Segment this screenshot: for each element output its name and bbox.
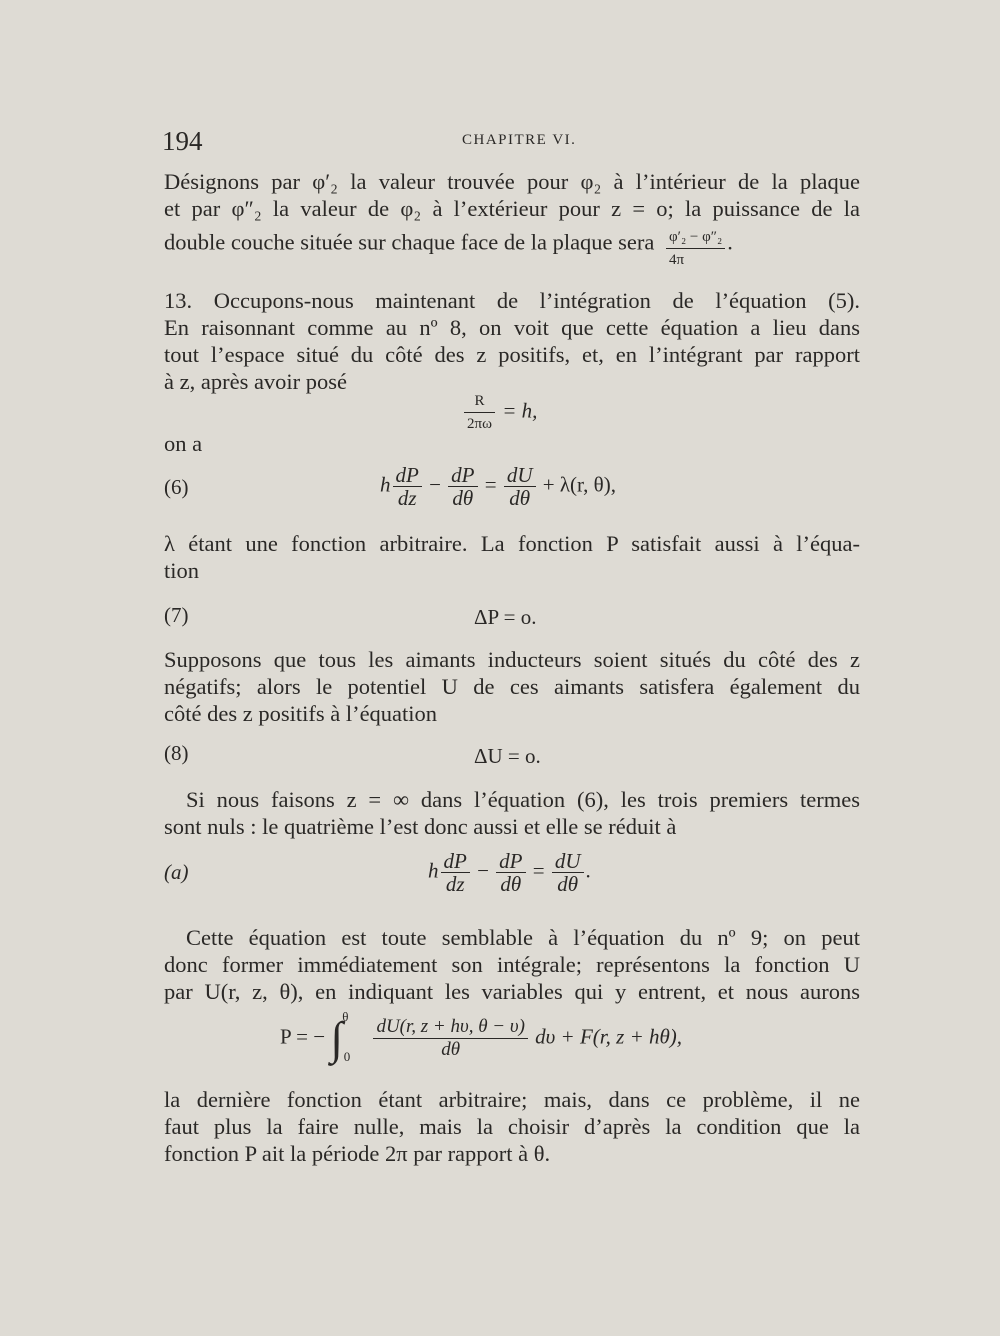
text-line: Cette équation est toute semblable à l’équation du nº 9; on peut <box>186 925 860 950</box>
fraction <box>496 850 525 895</box>
fraction-numerator: dU <box>552 850 584 873</box>
eq-tail: dυ + F(r, z + hθ), <box>535 1024 683 1049</box>
fraction-numerator: dU <box>504 464 536 487</box>
integral-upper-limit: θ <box>342 1009 349 1025</box>
text-line-part: double couche située sur chaque face de la plaque sera <box>164 229 655 255</box>
equation-label-6: (6) <box>164 475 189 499</box>
text-line: donc former immédiatement son intégrale; représentons la fonction U <box>164 952 860 977</box>
eq-lhs: P = − <box>280 1024 326 1049</box>
text-line: Supposons que tous les aimants inducteurs soient situés du côté des z <box>164 647 860 672</box>
equation-7: ΔP = o. <box>474 605 537 629</box>
fraction-numerator: φ′₂ − φ″₂ <box>666 226 725 249</box>
text-line: négatifs; alors le potentiel U de ces aimants satisfera également du <box>164 674 860 699</box>
eq-operator: = <box>484 472 497 497</box>
fraction <box>464 390 495 435</box>
fraction-denominator: dz <box>445 872 465 896</box>
fraction-denominator: dz <box>397 486 417 510</box>
equation-label-8: (8) <box>164 741 189 765</box>
text-line: λ étant une fonction arbitraire. La fonction P satisfait aussi à l’équa- <box>164 531 860 556</box>
fraction-denominator: dθ <box>441 1039 461 1060</box>
paragraph-1 <box>164 168 860 267</box>
fraction-numerator: dP <box>393 464 422 487</box>
text-line: la dernière fonction étant arbitraire; mais, dans ce problème, il ne <box>164 1087 860 1112</box>
text-line: tout l’espace situé du côté des z positifs, et, en l’intégrant par rapport <box>164 342 860 367</box>
fraction-denominator: dθ <box>557 872 579 896</box>
fraction-numerator: dP <box>441 850 470 873</box>
equation-integral <box>280 1009 683 1065</box>
equation-rhs: = h, <box>502 398 538 423</box>
eq-tail: + λ(r, θ), <box>542 472 616 497</box>
paragraph-7 <box>164 1086 860 1167</box>
text-line: En raisonnant comme au nº 8, on voit que cette équation a lieu dans <box>164 315 860 340</box>
text-line: sont nuls : le quatrième l’est donc aussi et elle se réduit à <box>164 814 677 839</box>
text-line: fonction P ait la période 2π par rapport à θ. <box>164 1141 551 1166</box>
equation-a <box>428 850 591 895</box>
eq-operator: − <box>477 858 489 883</box>
page-header <box>162 126 862 156</box>
eq-operator: = <box>532 858 545 883</box>
eq-symbol: h <box>380 472 391 497</box>
fraction <box>393 464 422 509</box>
fraction-denominator: dθ <box>452 486 474 510</box>
text-line: Si nous faisons z = ∞ dans l’équation (6), les trois premiers termes <box>186 787 860 812</box>
fraction-denominator: 2πω <box>467 416 492 432</box>
text-line: 13. Occupons-nous maintenant de l’intégration de l’équation (5). <box>164 288 860 313</box>
fraction-numerator: dP <box>496 850 525 873</box>
fraction-numerator: dP <box>448 464 477 487</box>
fraction-denominator: dθ <box>500 872 522 896</box>
punctuation: . <box>727 229 733 255</box>
fraction-numerator: R <box>464 390 495 413</box>
fraction <box>552 850 584 895</box>
equation-6 <box>380 464 616 509</box>
text-line: tion <box>164 558 200 583</box>
paragraph-on-a <box>164 430 860 457</box>
equation-h-definition <box>462 390 537 435</box>
fraction-denominator: 4π <box>669 252 685 268</box>
paragraph-4 <box>164 646 860 727</box>
paragraph-3 <box>164 530 860 584</box>
text-line: à z, après avoir posé <box>164 369 348 394</box>
text-line: côté des z positifs à l’équation <box>164 701 438 726</box>
text-line <box>164 222 860 267</box>
eq-symbol: h <box>428 858 439 883</box>
equation-label-a: (a) <box>164 860 189 884</box>
eq-tail: . <box>585 858 591 883</box>
fraction <box>441 850 470 895</box>
fraction <box>504 464 536 509</box>
text-line: Désignons par φ′₂ la valeur trouvée pour φ₂ à l’intérieur de la plaque <box>164 169 860 194</box>
eq-operator: − <box>429 472 441 497</box>
fraction-denominator: dθ <box>509 486 531 510</box>
integral-lower-limit: 0 <box>343 1049 351 1065</box>
text-line: et par φ″₂ la valeur de φ₂ à l’extérieur pour z = o; la puissance de la <box>164 196 860 221</box>
text-line: par U(r, z, θ), en indiquant les variables qui y entrent, et nous aurons <box>164 979 860 1004</box>
chapter-title: CHAPITRE VI. <box>462 132 577 148</box>
paragraph-6 <box>164 924 860 1005</box>
fraction <box>373 1016 527 1061</box>
text-line: on a <box>164 431 203 456</box>
equation-8: ΔU = o. <box>474 744 541 768</box>
page-number: 194 <box>162 126 203 156</box>
fraction <box>448 464 477 509</box>
paragraph-2 <box>164 287 860 395</box>
integral-sign: ∫ <box>330 1012 343 1064</box>
text-line: faut plus la faire nulle, mais la choisir d’après la condition que la <box>164 1114 860 1139</box>
equation-label-7: (7) <box>164 603 189 627</box>
paragraph-5 <box>164 786 860 840</box>
fraction-numerator: dU(r, z + hυ, θ − υ) <box>373 1016 527 1039</box>
fraction <box>666 226 725 271</box>
